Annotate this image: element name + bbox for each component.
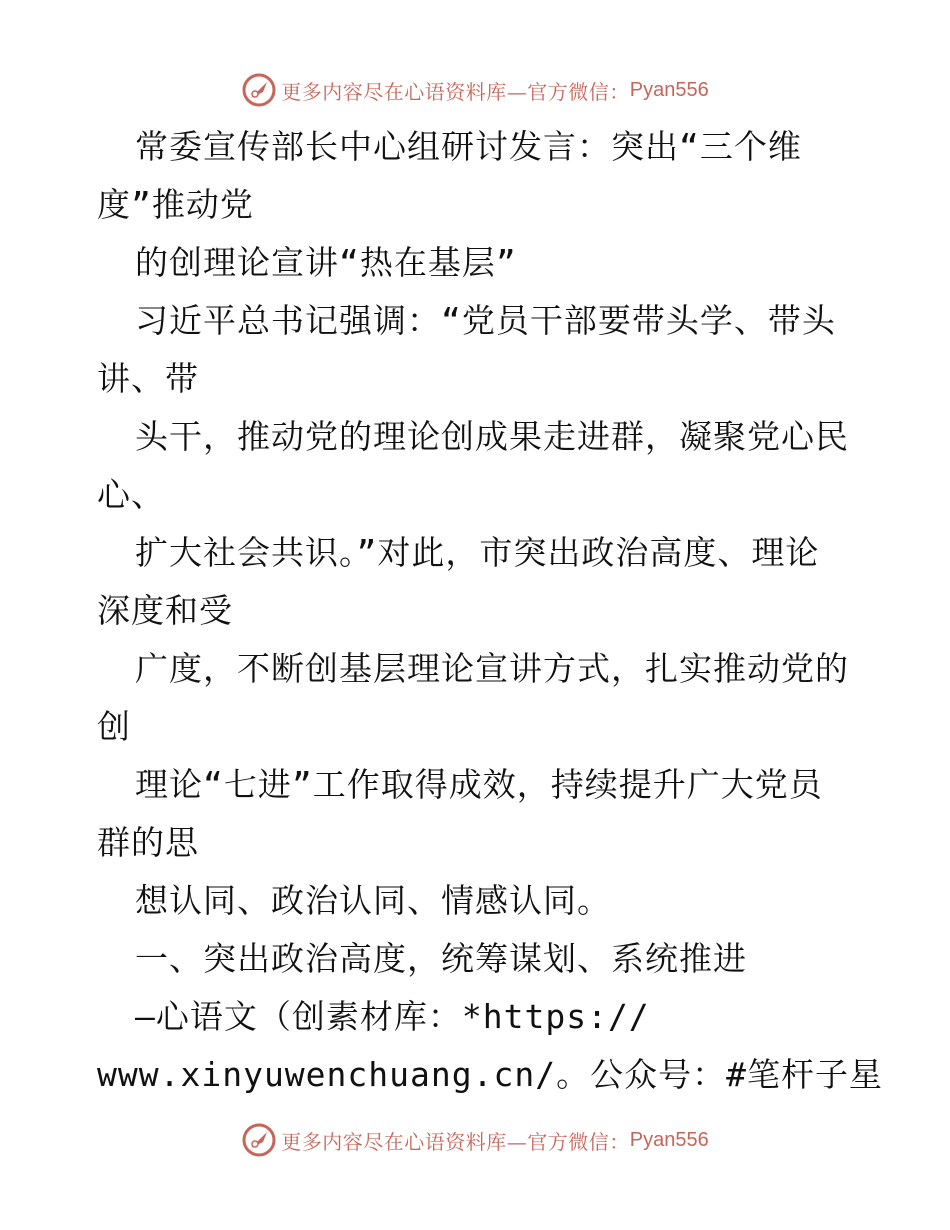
text-line: 理论“七进”工作取得成效，持续提升广大党员	[135, 765, 823, 804]
section-heading: 一、突出政治高度，统筹谋划、系统推进	[135, 939, 747, 978]
text-line: 头干，推动党的理论创成果走进群，凝聚党心民	[135, 417, 849, 456]
text-line: 习近平总书记强调：“党员干部要带头学、带头	[135, 301, 836, 340]
text-line: 的创理论宣讲“热在基层”	[135, 243, 517, 282]
text-line: 深度和受	[97, 591, 233, 630]
text-line: 广度，不断创基层理论宣讲方式，扎实推动党的	[135, 649, 849, 688]
quill-logo-icon	[241, 72, 277, 108]
banner-wechat-handle: Pyan556	[629, 78, 709, 101]
text-line: 心、	[97, 475, 165, 514]
text-line: 想认同、政治认同、情感认同。	[135, 881, 611, 920]
text-line: 常委宣传部长中心组研讨发言：突出“三个维	[135, 127, 802, 166]
banner-wechat-handle: Pyan556	[629, 1128, 709, 1151]
banner-text: 更多内容尽在心语资料库—官方微信：	[281, 79, 630, 104]
text-line: 度”推动党	[97, 185, 254, 224]
text-line: —心语文（创素材库：*https://	[135, 997, 650, 1036]
text-line: 群的思	[97, 823, 199, 862]
footer-watermark-banner	[0, 1120, 950, 1160]
text-line: 创	[97, 707, 131, 746]
header-watermark-banner	[0, 70, 950, 110]
text-line: 讲、带	[97, 359, 199, 398]
quill-logo-icon	[241, 1122, 277, 1158]
banner-text: 更多内容尽在心语资料库—官方微信：	[281, 1129, 630, 1154]
document-body	[97, 118, 883, 1104]
text-line: 扩大社会共识。”对此，市突出政治高度、理论	[135, 533, 820, 572]
text-line: www.xinyuwenchuang.cn/。公众号：#笔杆子星	[97, 1055, 883, 1094]
